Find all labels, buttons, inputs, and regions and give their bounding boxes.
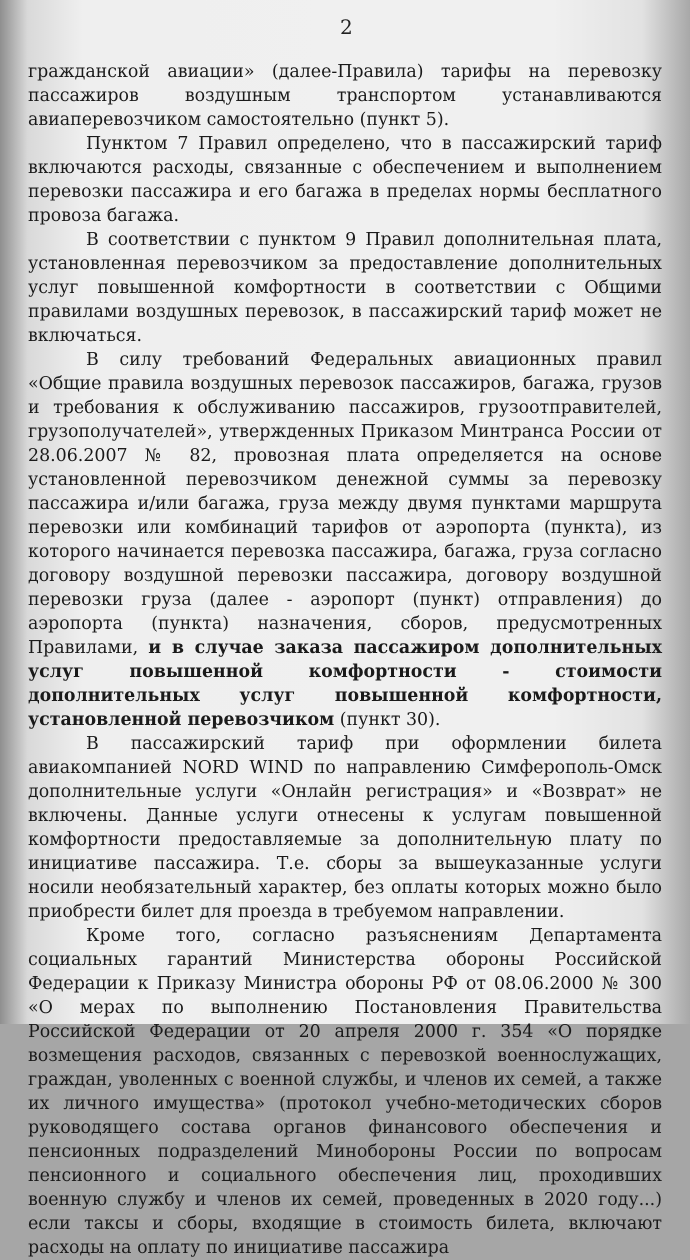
paragraph: Кроме того, согласно разъяснениям Департамента социальных гарантий Министерства обороны Российской Федерации к Приказу Министра обороны РФ от 08.06.2000 № 300 «О мерах по выполнению Постановления Правительства Российской Федерации от 20 апреля 2000 г. 354 «О порядке возмещения расходов, связанных с перевозкой военнослужащих, граждан, уволенных с военной службы, и членов их семей, а также их личного имущества» (протокол учебно-методических сборов руководящего состава органов финансового обеспечения и пенсионных подразделений Минобороны России по вопросам пенсионного и социального обеспечения лиц, проходивших военную службу и членов их семей, проведенных в 2020 году...) если таксы и сборы, входящие в стоимость билета, включают расходы на оплату по инициативе пассажира <box>28 926 662 1258</box>
paragraph-bold-text: и в случае заказа пассажиром дополнительных услуг повышенной комфортности - стоимости дополнительных услуг повышенной комфортности, установленной перевозчиком <box>28 638 662 730</box>
paragraph-text: В силу требований Федеральных авиационных правил «Общие правила воздушных перевозок пассажиров, багажа, грузов и требования к обслуживанию пассажиров, грузоотправителей, грузополучателей», утвержденных Приказом Минтранса России от 28.06.2007 № 82, провозная плата определяется на основе установленной перевозчиком денежной суммы за перевозку пассажира и/или багажа, груза между двумя пунктами маршрута перевозки или комбинаций тарифов от аэропорта (пункта), из которого начинается перевозка пассажира, багажа, груза согласно договору воздушной перевозки пассажира, договору воздушной перевозки груза (далее - аэропорт (пункт) отправления) до аэропорта (пункта) назначения, сборов, предусмотренных Правилами, <box>28 350 662 658</box>
paragraph: гражданской авиации» (далее-Правила) тарифы на перевозку пассажиров воздушным транспортом устанавливаются авиаперевозчиком самостоятельно (пункт 5). <box>28 62 662 130</box>
paragraph: В соответствии с пунктом 9 Правил дополнительная плата, установленная перевозчиком за предоставление дополнительных услуг повышенной комфортности в соответствии с Общими правилами воздушных перевозок, в пассажирский тариф может не включаться. <box>28 230 662 346</box>
paragraph-text: (пункт 30). <box>334 710 441 730</box>
page-number: 2 <box>340 15 353 39</box>
paragraph: В пассажирский тариф при оформлении билета авиакомпанией NORD WIND по направлению Симферополь-Омск дополнительные услуги «Онлайн регистрация» и «Возврат» не включены. Данные услуги отнесены к услугам повышенной комфортности предоставляемые за дополнительную плату по инициативе пассажира. Т.е. сборы за вышеуказанные услуги носили необязательный характер, без оплаты которых можно было приобрести билет для проезда в требуемом направлении. <box>28 734 662 922</box>
document-body <box>28 60 662 1260</box>
paragraph <box>28 348 662 732</box>
paragraph: Пунктом 7 Правил определено, что в пассажирский тариф включаются расходы, связанные с обеспечением и выполнением перевозки пассажира и его багажа в пределах нормы бесплатного провоза багажа. <box>28 134 662 226</box>
